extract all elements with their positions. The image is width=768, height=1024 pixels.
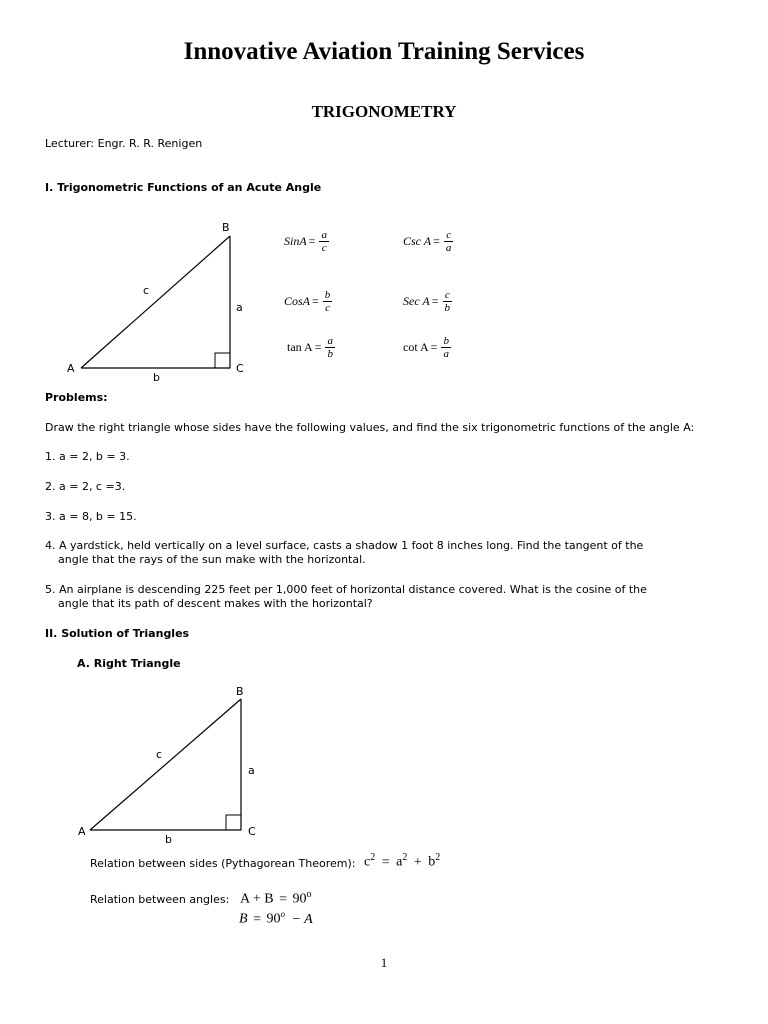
formula-equals: = bbox=[253, 911, 261, 927]
denominator: b bbox=[327, 348, 333, 360]
lecturer-line: Lecturer: Engr. R. R. Renigen bbox=[45, 137, 203, 150]
vertex-label-a: A bbox=[67, 362, 75, 375]
numerator: b bbox=[324, 289, 331, 301]
function-name: CosA bbox=[284, 294, 311, 308]
vertex-label-a: A bbox=[78, 825, 86, 838]
problem-item-5-continued: angle that its path of descent makes with the horizontal? bbox=[58, 597, 373, 610]
side-label-b: b bbox=[153, 371, 160, 384]
vertex-label-c: C bbox=[236, 362, 244, 375]
sides-relation-label: Relation between sides (Pythagorean Theorem): bbox=[90, 857, 356, 870]
function-name: SinA bbox=[284, 234, 307, 248]
angles-formula-sum bbox=[240, 889, 311, 908]
problem-item-1: 1. a = 2, b = 3. bbox=[45, 450, 130, 463]
denominator: a bbox=[445, 242, 452, 254]
fraction bbox=[444, 229, 454, 254]
equals-sign: = bbox=[431, 294, 439, 308]
formula-c: c bbox=[364, 854, 371, 870]
cos-function bbox=[284, 289, 332, 314]
problem-item-4-continued: angle that the rays of the sun make with the horizontal. bbox=[58, 553, 366, 566]
sec-function bbox=[403, 289, 452, 314]
equals-sign: = bbox=[308, 234, 316, 248]
problems-intro: Draw the right triangle whose sides have the following values, and find the six trigonometric functions of the angle A: bbox=[45, 421, 695, 434]
equals-sign: = bbox=[314, 340, 322, 354]
csc-function bbox=[403, 229, 453, 254]
document-title: Innovative Aviation Training Services bbox=[183, 38, 585, 65]
vertex-label-b: B bbox=[222, 221, 230, 234]
sin-function bbox=[284, 229, 329, 254]
side-label-a: a bbox=[236, 301, 243, 314]
angles-relation-label: Relation between angles: bbox=[90, 893, 230, 906]
pythagorean-formula bbox=[364, 852, 440, 871]
fraction bbox=[319, 229, 329, 254]
side-label-b: b bbox=[165, 833, 172, 846]
numerator: c bbox=[446, 229, 452, 241]
side-label-c: c bbox=[143, 284, 150, 297]
right-triangle-subheading: A. Right Triangle bbox=[77, 657, 181, 670]
right-triangle-diagram-2 bbox=[65, 680, 325, 850]
equals-sign: = bbox=[433, 234, 440, 248]
equals-sign: = bbox=[430, 340, 438, 354]
fraction bbox=[443, 289, 453, 314]
fraction bbox=[323, 289, 333, 314]
formula-lhs: B bbox=[239, 911, 248, 927]
fraction bbox=[325, 335, 335, 360]
right-triangle-diagram-1 bbox=[60, 218, 320, 388]
right-angle-marker bbox=[226, 815, 241, 830]
numerator: a bbox=[327, 335, 333, 347]
page-number: 1 bbox=[380, 955, 388, 970]
side-label-a: a bbox=[248, 764, 255, 777]
tan-function bbox=[287, 335, 335, 360]
triangle-side-c bbox=[90, 699, 241, 830]
function-name: cot A bbox=[403, 340, 429, 354]
triangle-side-c bbox=[81, 236, 230, 368]
problem-item-3: 3. a = 8, b = 15. bbox=[45, 510, 137, 523]
problem-item-4: 4. A yardstick, held vertically on a level surface, casts a shadow 1 foot 8 inches long. Find the tangent of the bbox=[45, 539, 644, 552]
formula-exponent: 2 bbox=[435, 852, 441, 863]
function-name: tan A bbox=[287, 340, 313, 354]
equals-sign: = bbox=[312, 294, 319, 308]
degree-symbol: o bbox=[306, 889, 312, 900]
formula-value: 90 bbox=[292, 891, 307, 907]
cot-function bbox=[403, 335, 451, 360]
denominator: b bbox=[444, 302, 451, 314]
formula-a: a bbox=[396, 854, 403, 870]
formula-lhs: A + B bbox=[240, 891, 274, 907]
numerator: c bbox=[444, 289, 450, 301]
document-subtitle: TRIGONOMETRY bbox=[311, 102, 457, 121]
section-2-heading: II. Solution of Triangles bbox=[45, 627, 190, 640]
side-label-c: c bbox=[156, 748, 163, 761]
formula-b: b bbox=[428, 854, 436, 870]
denominator: c bbox=[325, 302, 330, 314]
denominator: c bbox=[321, 242, 327, 254]
vertex-label-c: C bbox=[248, 825, 256, 838]
formula-equals: = bbox=[279, 891, 287, 907]
numerator: a bbox=[321, 229, 327, 241]
function-name: Sec A bbox=[403, 294, 430, 308]
problems-heading: Problems: bbox=[45, 391, 108, 404]
problem-item-2: 2. a = 2, c =3. bbox=[45, 480, 126, 493]
denominator: a bbox=[443, 348, 449, 360]
angles-formula-b bbox=[239, 909, 313, 928]
numerator: b bbox=[443, 335, 449, 347]
formula-rest: − A bbox=[291, 911, 313, 927]
function-name: Csc A bbox=[403, 234, 432, 248]
fraction bbox=[441, 335, 451, 360]
formula-plus: + bbox=[413, 854, 422, 870]
degree-symbol: o bbox=[280, 909, 285, 919]
formula-value: 90 bbox=[266, 911, 281, 927]
formula-exponent: 2 bbox=[370, 852, 376, 863]
problem-item-5: 5. An airplane is descending 225 feet per 1,000 feet of horizontal distance covered. What is the cosine of the bbox=[45, 583, 647, 596]
formula-exponent: 2 bbox=[402, 852, 408, 863]
section-1-heading: I. Trigonometric Functions of an Acute Angle bbox=[45, 181, 322, 194]
vertex-label-b: B bbox=[236, 685, 244, 698]
formula-equals: = bbox=[381, 854, 390, 870]
right-angle-marker bbox=[215, 353, 230, 368]
